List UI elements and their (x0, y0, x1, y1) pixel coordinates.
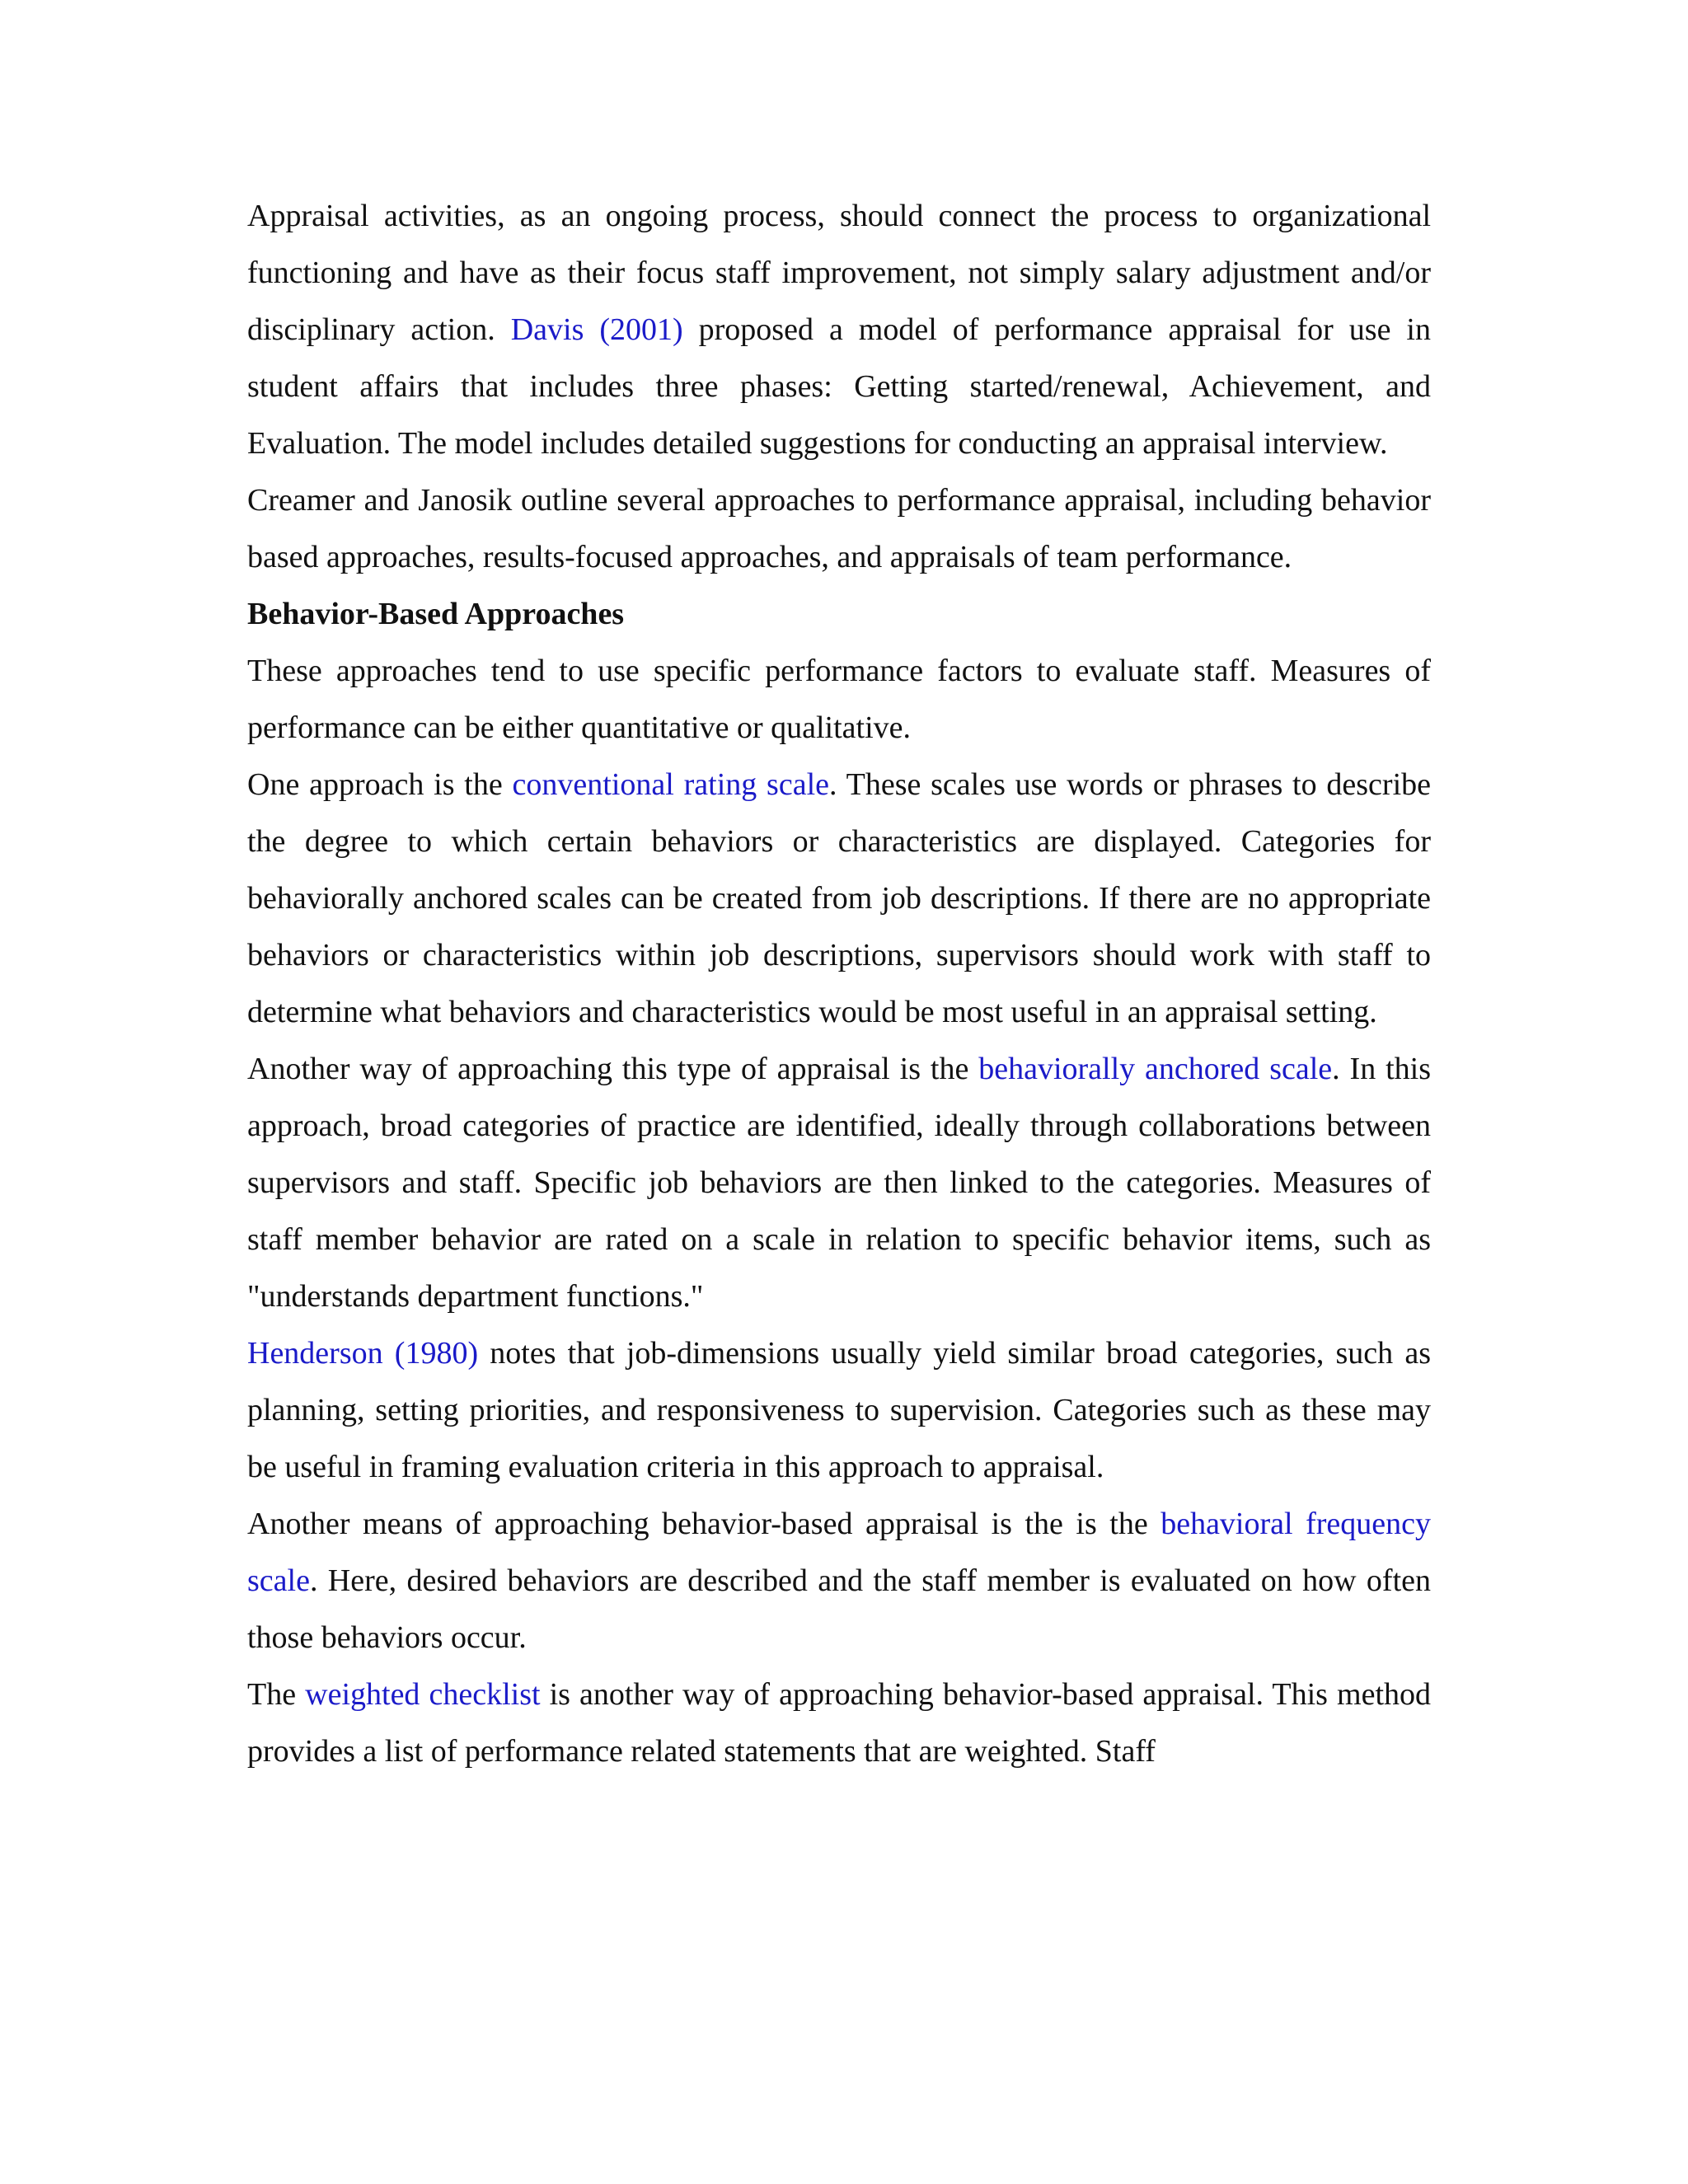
link-behavioral-frequency-scale[interactable]: behavioral frequency scale (247, 1507, 1431, 1598)
paragraph-text: One approach is the (247, 767, 513, 802)
link-behaviorally-anchored-scale[interactable]: behaviorally anchored scale (978, 1052, 1333, 1086)
paragraph-text: Appraisal activities, as an ongoing process, should connect the process to organizational functioning and have as their focus staff improvement, not simply salary adjustment and/or disciplinary action. (247, 199, 1431, 347)
link-weighted-checklist[interactable]: weighted checklist (305, 1677, 541, 1712)
paragraph-henderson (247, 1325, 1431, 1496)
link-henderson-1980[interactable]: Henderson (1980) (247, 1336, 479, 1371)
paragraph-conventional-rating (247, 757, 1431, 1041)
paragraph-text: . In this approach, broad categories of practice are identified, ideally through collaborations between supervisors and staff. Specific job behaviors are then linked to the categories. Measures of staff member behavior are rated on a scale in relation to specific behavior items, such as "understands department functions." (247, 1052, 1432, 1314)
paragraph-behavior-factors (247, 643, 1431, 757)
paragraph-behaviorally-anchored (247, 1041, 1431, 1325)
document-page (247, 188, 1431, 1780)
paragraph-text: These approaches tend to use specific performance factors to evaluate staff. Measures of performance can be either quantitative or qualitative. (247, 654, 1431, 745)
paragraph-text: notes that job-dimensions usually yield similar broad categories, such as planning, setting priorities, and responsiveness to supervision. Categories such as these may be useful in framing evaluation criteria in this approach to appraisal. (247, 1336, 1431, 1484)
paragraph-approaches (247, 472, 1431, 586)
paragraph-text: proposed a model of performance appraisal for use in student affairs that includes three phases: Getting started/renewal, Achievement, and Evaluation. The model includes detailed suggestions for conducting an appraisal interview. (247, 312, 1431, 461)
paragraph-text: Another way of approaching this type of appraisal is the (247, 1052, 979, 1086)
paragraph-intro (247, 188, 1431, 472)
link-davis-2001[interactable]: Davis (2001) (510, 312, 683, 347)
paragraph-behavioral-frequency (247, 1496, 1431, 1666)
paragraph-text: is another way of approaching behavior-based appraisal. This method provides a list of performance related statements that are weighted. Staff (247, 1677, 1432, 1769)
paragraph-text: . These scales use words or phrases to describe the degree to which certain behaviors or characteristics are displayed. Categories for behaviorally anchored scales can be created from job descriptions. If there are no appropriate behaviors or characteristics within job descriptions, supervisors should work with staff to determine what behaviors and characteristics would be most useful in an appraisal setting. (247, 767, 1431, 1029)
section-heading: Behavior-Based Approaches (247, 597, 625, 631)
paragraph-text: Another means of approaching behavior-based appraisal is the is the (247, 1507, 1161, 1541)
paragraph-text: The (247, 1677, 306, 1712)
link-conventional-rating-scale[interactable]: conventional rating scale (512, 767, 829, 802)
paragraph-text: . Here, desired behaviors are described and the staff member is evaluated on how often those behaviors occur. (247, 1563, 1431, 1655)
paragraph-weighted-checklist (247, 1666, 1431, 1780)
paragraph-text: Creamer and Janosik outline several approaches to performance appraisal, including behavior based approaches, results-focused approaches, and appraisals of team performance. (247, 483, 1431, 574)
